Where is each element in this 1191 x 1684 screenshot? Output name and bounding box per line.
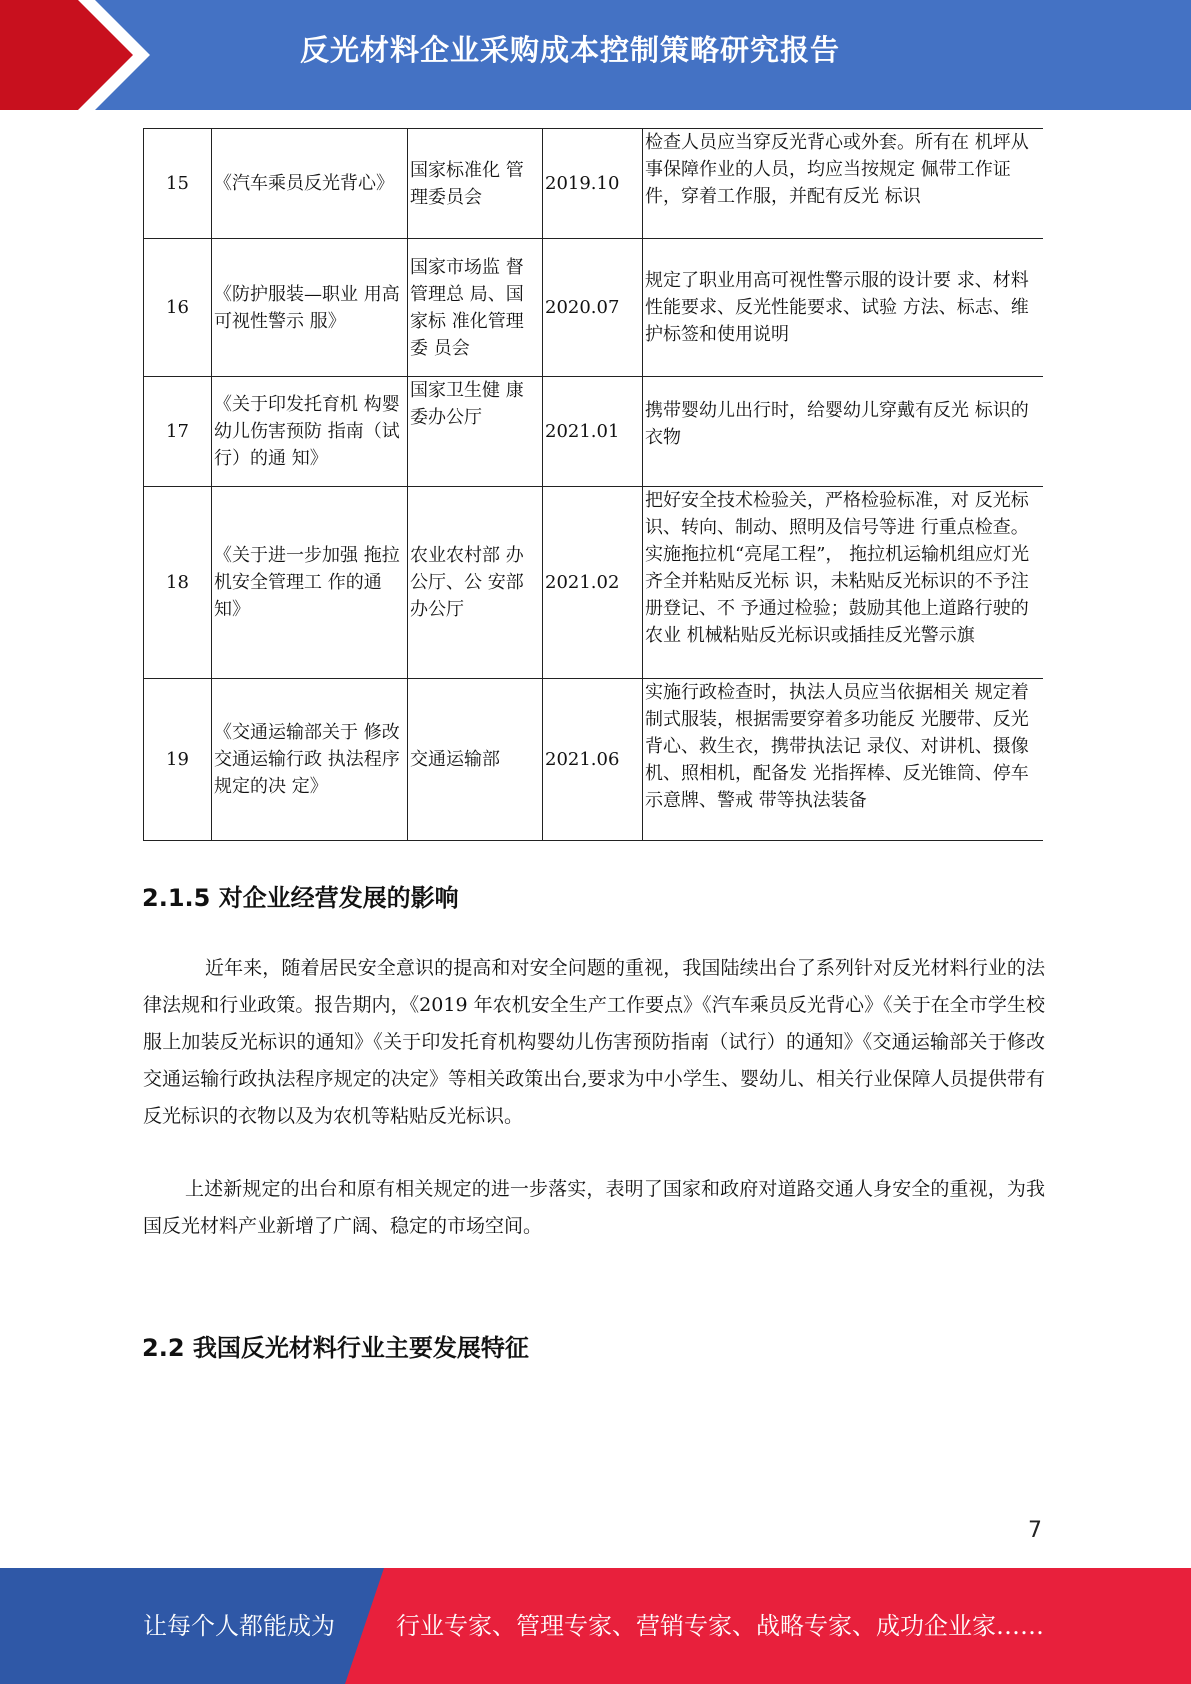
policy-name: 《防护服装—职业 用高可视性警示 服》 bbox=[212, 239, 408, 377]
policy-description: 携带婴幼儿出行时，给婴幼儿穿戴有反光 标识的衣物 bbox=[643, 377, 1043, 487]
issuing-org: 农业农村部 办公厅、公 安部办公厅 bbox=[408, 487, 543, 679]
page-number: 7 bbox=[1028, 1518, 1042, 1543]
policy-name: 《交通运输部关于 修改交通运输行政 执法程序规定的决 定》 bbox=[212, 679, 408, 841]
policy-name: 《关于进一步加强 拖拉机安全管理工 作的通知》 bbox=[212, 487, 408, 679]
row-number: 18 bbox=[144, 487, 212, 679]
issue-date: 2021.06 bbox=[543, 679, 643, 841]
body-paragraph: 近年来，随着居民安全意识的提高和对安全问题的重视，我国陆续出台了系列针对反光材料行业的法律法规和行业政策。报告期内，《2019 年农机安全生产工作要点》《汽车乘员反光背心》《关于在全市学生校服上加装反光标识的通知》《关于印发托育机构婴幼儿伤害预防指南（试行）的通知》《交通运输部关于修改交通运输行政执法程序规定的决定》等相关政策出台,要求为中小学生、婴幼儿、相关行业保障人员提供带有反光标识的衣物以及为农机等粘贴反光标识。 bbox=[143, 957, 1045, 1127]
policy-name: 《关于印发托育机 构婴幼儿伤害预防 指南（试行）的通 知》 bbox=[212, 377, 408, 487]
issue-date: 2021.02 bbox=[543, 487, 643, 679]
policy-description: 检查人员应当穿反光背心或外套。所有在 机坪从事保障作业的人员，均应当按规定 佩带工作证件，穿着工作服，并配有反光 标识 bbox=[643, 129, 1043, 239]
policy-description: 实施行政检查时，执法人员应当依据相关 规定着制式服装，根据需要穿着多功能反 光腰带、反光背心、救生衣，携带执法记 录仪、对讲机、摄像机、照相机，配备发 光指挥棒、反光锥筒、停车示意牌、警戒 带等执法装备 bbox=[643, 679, 1043, 841]
issue-date: 2021.01 bbox=[543, 377, 643, 487]
row-number: 19 bbox=[144, 679, 212, 841]
issuing-org: 国家标准化 管理委员会 bbox=[408, 129, 543, 239]
report-title: 反光材料企业采购成本控制策略研究报告 bbox=[300, 33, 841, 67]
issue-date: 2019.10 bbox=[543, 129, 643, 239]
issue-date: 2020.07 bbox=[543, 239, 643, 377]
table-row bbox=[144, 679, 1043, 841]
policy-description: 把好安全技术检验关，严格检验标准，对 反光标识、转向、制动、照明及信号等进 行重点检查。实施拖拉机“亮尾工程”， 拖拉机运输机组应灯光齐全并粘贴反光标 识，未粘贴反光标识的不予注册登记、不 予通过检验；鼓励其他上道路行驶的农业 机械粘贴反光标识或插挂反光警示旗 bbox=[643, 487, 1043, 679]
page-footer bbox=[0, 1568, 1191, 1684]
table-row bbox=[144, 377, 1043, 487]
footer-slogan-right: 行业专家、管理专家、营销专家、战略专家、成功企业家…… bbox=[396, 1612, 1044, 1640]
policy-table bbox=[143, 128, 1043, 841]
section-heading: 2.2 我国反光材料行业主要发展特征 bbox=[142, 1334, 529, 1362]
table-row bbox=[144, 239, 1043, 377]
footer-slogan-left: 让每个人都能成为 bbox=[143, 1612, 335, 1640]
issuing-org: 国家卫生健 康委办公厅 bbox=[408, 377, 543, 487]
row-number: 15 bbox=[144, 129, 212, 239]
section-heading: 2.1.5 对企业经营发展的影响 bbox=[142, 884, 459, 912]
row-number: 17 bbox=[144, 377, 212, 487]
table-row bbox=[144, 487, 1043, 679]
policy-description: 规定了职业用高可视性警示服的设计要 求、材料性能要求、反光性能要求、试验 方法、标志、维护标签和使用说明 bbox=[643, 239, 1043, 377]
issuing-org: 交通运输部 bbox=[408, 679, 543, 841]
table-row bbox=[144, 129, 1043, 239]
row-number: 16 bbox=[144, 239, 212, 377]
policy-name: 《汽车乘员反光背心》 bbox=[212, 129, 408, 239]
body-paragraph: 上述新规定的出台和原有相关规定的进一步落实，表明了国家和政府对道路交通人身安全的重视，为我国反光材料产业新增了广阔、稳定的市场空间。 bbox=[143, 1178, 1045, 1237]
page-header bbox=[0, 0, 1191, 110]
issuing-org: 国家市场监 督管理总 局、国家标 准化管理委 员会 bbox=[408, 239, 543, 377]
